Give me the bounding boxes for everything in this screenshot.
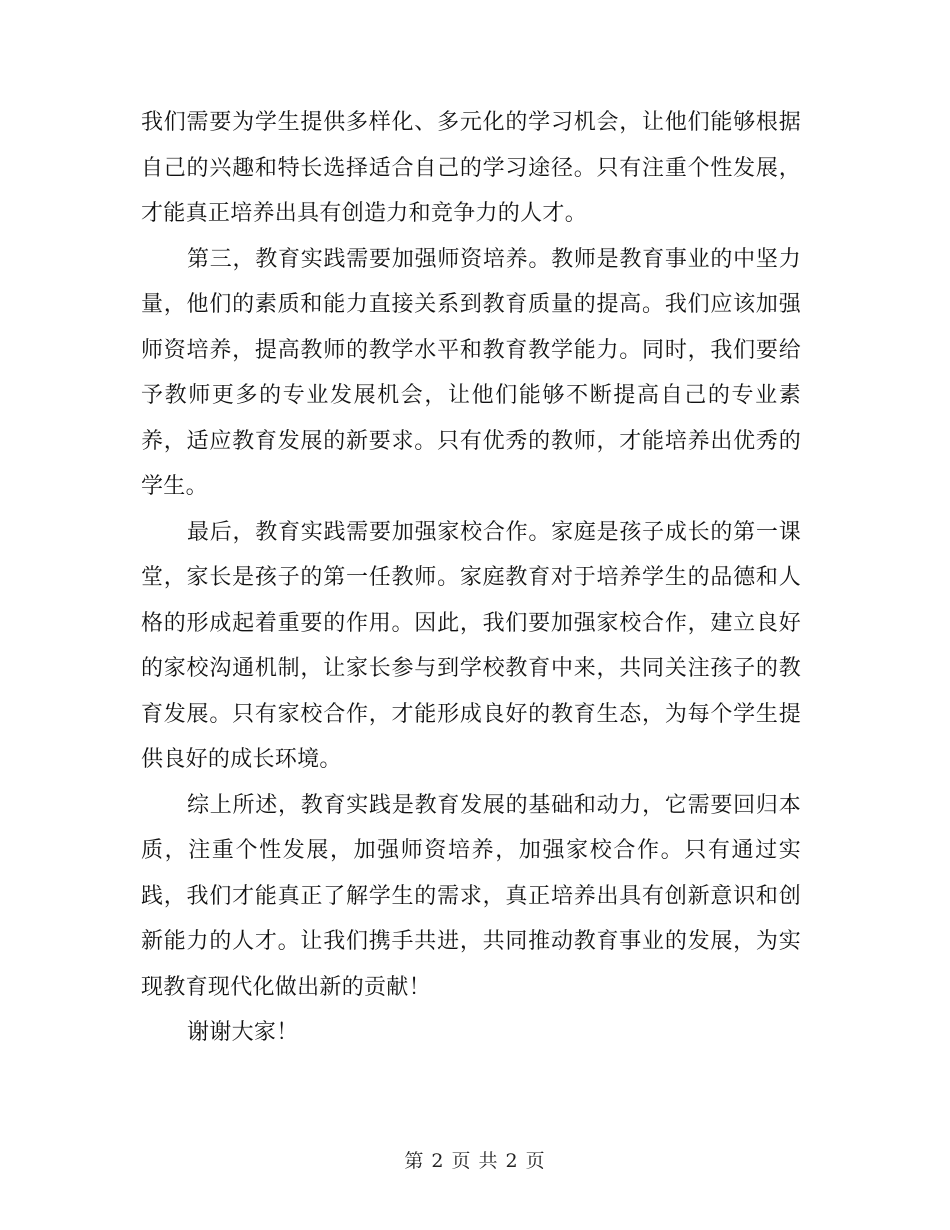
paragraph-thanks: 谢谢大家！ (187, 1020, 299, 1045)
paragraph-continuation: 我们需要为学生提供多样化、多元化的学习机会，让他们能够根据自己的兴趣和特长选择适合自己的学习途径。只有注重个性发展，才能真正培养出具有创造力和竞争力的人才。 (141, 110, 801, 226)
paragraph-teacher-training: 第三，教育实践需要加强师资培养。教师是教育事业的中坚力量，他们的素质和能力直接关系到教育质量的提高。我们应该加强师资培养，提高教师的教学水平和教育教学能力。同时，我们要给予教师更多的专业发展机会，让他们能够不断提高自己的专业素养，适应教育发展的新要求。只有优秀的教师，才能培养出优秀的学生。 (141, 246, 801, 499)
document-body (141, 100, 801, 1056)
paragraph-conclusion: 综上所述，教育实践是教育发展的基础和动力，它需要回归本质，注重个性发展，加强师资培养，加强家校合作。只有通过实践，我们才能真正了解学生的需求，真正培养出具有创新意识和创新能力的人才。让我们携手共进，共同推动教育事业的发展，为实现教育现代化做出新的贡献！ (141, 792, 801, 1000)
page-number-footer: 第 2 页 共 2 页 (404, 1150, 546, 1172)
paragraph-home-school-cooperation: 最后，教育实践需要加强家校合作。家庭是孩子成长的第一课堂，家长是孩子的第一任教师。家庭教育对于培养学生的品德和人格的形成起着重要的作用。因此，我们要加强家校合作，建立良好的家校沟通机制，让家长参与到学校教育中来，共同关注孩子的教育发展。只有家校合作，才能形成良好的教育生态，为每个学生提供良好的成长环境。 (141, 519, 801, 772)
